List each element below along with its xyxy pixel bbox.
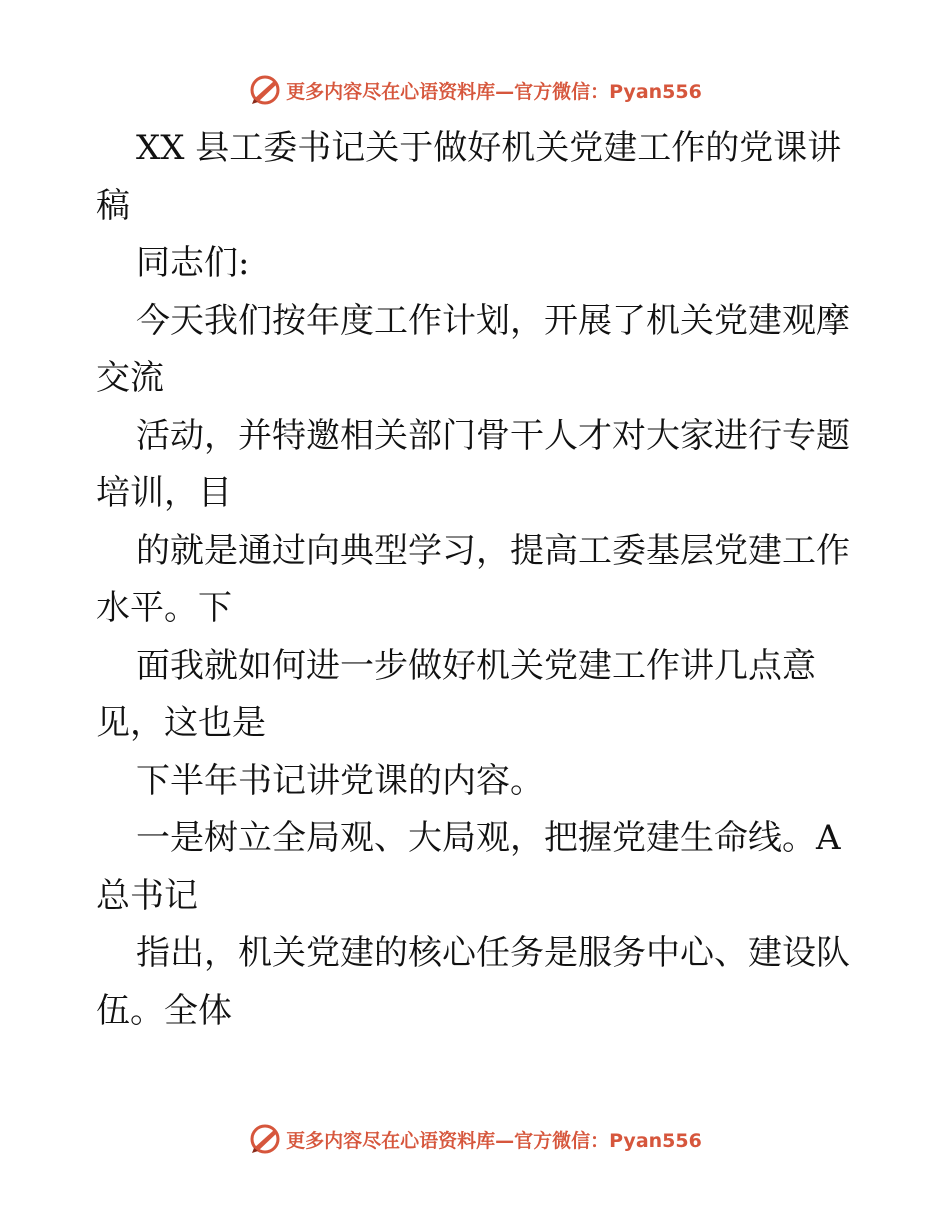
- text-line: 面我就如何进一步做好机关党建工作讲几点意: [136, 645, 816, 686]
- watermark-text: 更多内容尽在心语资料库—官方微信：Pyan556: [286, 80, 702, 103]
- footer-watermark: [0, 1119, 950, 1159]
- text-line: 总书记: [96, 875, 198, 916]
- text-line: 培训，目: [96, 473, 232, 513]
- text-line: 今天我们按年度工作计划，开展了机关党建观摩: [136, 300, 850, 341]
- document-body: [96, 120, 866, 1040]
- text-line: 下半年书记讲党课的内容。: [136, 760, 544, 801]
- text-line: 一是树立全局观、大局观，把握党建生命线。A: [136, 818, 841, 858]
- text-line: 活动，并特邀相关部门骨干人才对大家进行专题: [136, 415, 850, 456]
- text-line: 的就是通过向典型学习，提高工委基层党建工作: [136, 530, 850, 571]
- text-line: 交流: [96, 358, 164, 398]
- text-line: XX 县工委书记关于做好机关党建工作的党课讲: [136, 128, 842, 168]
- header-watermark: [0, 70, 950, 110]
- text-line: 指出，机关党建的核心任务是服务中心、建设队: [136, 933, 850, 973]
- watermark-text: 更多内容尽在心语资料库—官方微信：Pyan556: [286, 1129, 702, 1152]
- text-line: 见，这也是: [96, 703, 266, 743]
- text-line: 同志们:: [136, 243, 250, 283]
- pen-logo-icon: [248, 1122, 282, 1156]
- pen-logo-icon: [248, 73, 282, 107]
- text-line: 水平。下: [96, 588, 232, 628]
- text-line: 伍。全体: [96, 990, 232, 1031]
- text-line: 稿: [96, 185, 130, 226]
